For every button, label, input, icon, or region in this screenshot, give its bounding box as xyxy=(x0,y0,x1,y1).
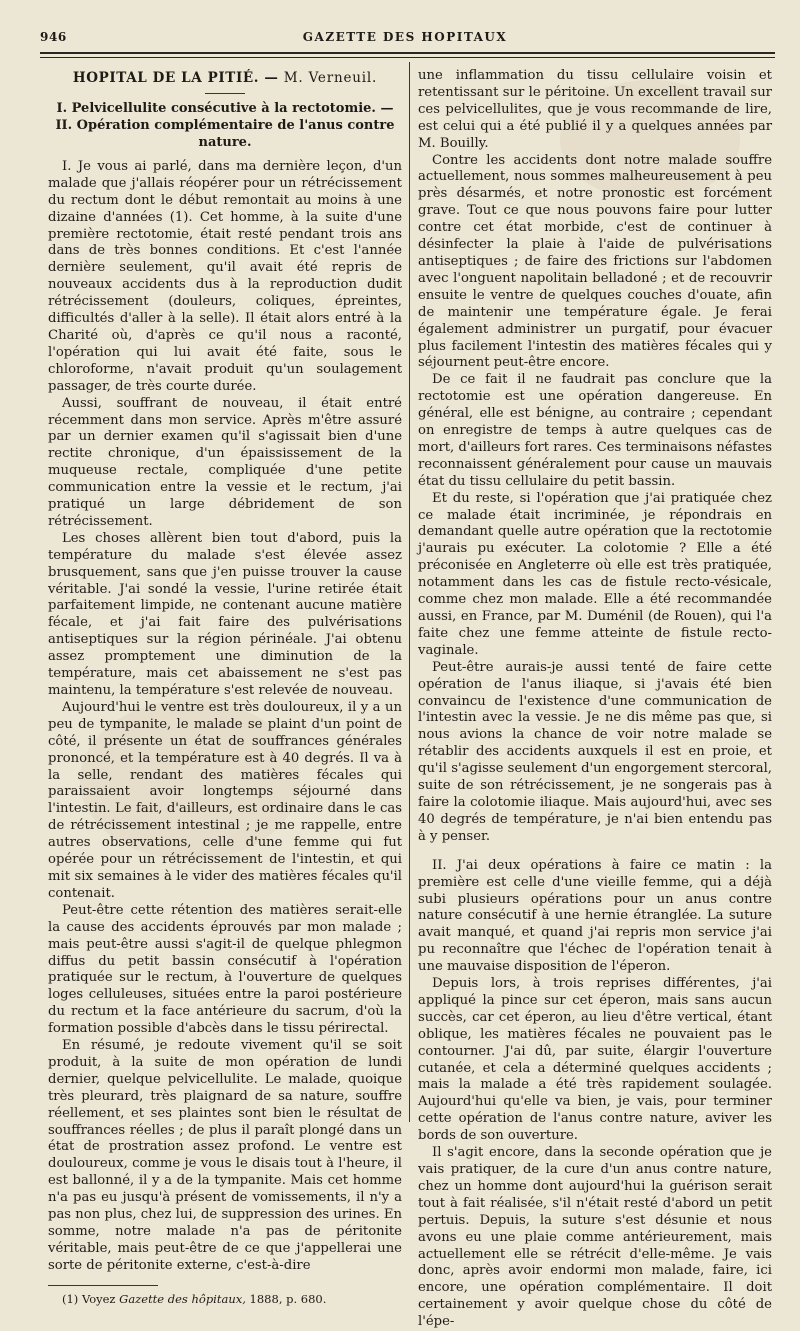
page-number: 946 xyxy=(40,30,67,44)
paragraph: Aussi, souffrant de nouveau, il était entré récemment dans mon service. Après m'être assuré par un dernier examen qu'il s'agissait bien d'une rectite chronique, d'un épaississement de la muqueuse rectale, compliquée d'une petite communication entre la vessie et le rectum, j'ai pratiqué un large débridement de son rétrécissement. xyxy=(48,395,402,529)
header-rule xyxy=(40,52,775,54)
paragraph: II. J'ai deux opérations à faire ce matin : la première est celle d'une vieille femme, qui a déjà subi plusieurs opérations pour un anus contre nature consécutif à une hernie étranglée. La suture avait manqué, et quand j'ai repris mon service j'ai pu reconnaître que l'échec de l'opération tenait à une mauvaise disposition de l'éperon. xyxy=(418,857,772,975)
running-head xyxy=(40,30,770,50)
paragraph: Depuis lors, à trois reprises différentes, j'ai appliqué la pince sur cet éperon, mais sans aucun succès, car cet éperon, au lieu d'être vertical, étant oblique, les matières fécales ne pouvaient pas le contourner. J'ai dû, par suite, élargir l'ouverture cutanée, et cela a déterminé quelques accidents ; mais la malade a été très rapidement soulagée. Aujourd'hui qu'elle va bien, je vais, pour terminer cette opération de l'anus contre nature, aviver les bords de son ouverture. xyxy=(418,976,772,1144)
footnote-source: Gazette des hôpitaux, xyxy=(119,1291,246,1306)
paragraph: De ce fait il ne faudrait pas conclure que la rectotomie est une opération dangereuse. En général, elle est bénigne, au contraire ; cependant on enregistre de temps à autre quelques cas de mort, d'ailleurs fort rares. Ces terminaisons néfastes reconnaissent généralement pour cause un mauvais état du tissu cellulaire du petit bassin. xyxy=(418,372,773,489)
paragraph: Contre les accidents dont notre malade souffre actuellement, nous sommes malheureusement à peu près désarmés, et notre pronostic est forcément grave. Tout ce que nous pouvons faire pour lutter contre cet état morbide, c'est de continuer à désinfecter la plaie à l'aide de pulvérisations antiseptiques ; de faire des frictions sur l'abdomen avec l'onguent napolitain belladoné ; et de recouvrir ensuite le ventre de quelques couches d'ouate, afin de maintenir une température égale. Je ferai également administrer un purgatif, pour évacuer plus facilement l'intestin des matières fécales qui y séjournent peut-être encore. xyxy=(418,152,772,371)
header-rule-thin xyxy=(40,57,775,58)
article-heading xyxy=(48,70,402,87)
paragraph: Peut-être aurais-je aussi tenté de faire cette opération de l'anus iliaque, si j'avais été bien convaincu de l'existence d'une communication de l'intestin avec la vessie. Je ne dis même pas que, si nous avions la chance de voir notre malade se rétablir des accidents auxquels il est en proie, et qu'il s'agisse seulement d'un engorgement stercoral, suite de son rétrécissement, je ne songerais pas à faire la colotomie iliaque. Mais aujourd'hui, avec ses 40 degrés de température, je n'ai bien entendu pas à y penser. xyxy=(418,659,772,844)
article-subtitle: I. Pelvicellulite consécutive à la rectotomie. — II. Opération complémentaire de l'anus contre nature. xyxy=(55,100,395,150)
paragraph: une inflammation du tissu cellulaire voisin et retentissant sur le péritoine. Un excellent travail sur ces pelvicellulites, que je vous recommande de lire, est celui qui a été publié il y a quelques années par M. Bouilly. xyxy=(418,68,772,151)
section-gap xyxy=(418,846,772,858)
paragraph: Et du reste, si l'opération que j'ai pratiquée chez ce malade était incriminée, je répondrais en demandant quelle autre opération que la rectotomie j'aurais pu exécuter. La colotomie ? Elle a été préconisée en Angleterre où elle est très pratiquée, notamment dans les cas de fistule recto-vésicale, comme chez mon malade. Elle a été recommandée aussi, en France, par M. Duménil (de Rouen), qui l'a faite chez une femme atteinte de fistule recto-vaginale. xyxy=(418,490,772,658)
heading-dash: — xyxy=(264,70,279,86)
paragraph: En résumé, je redoute vivement qu'il se soit produit, à la suite de mon opération de lundi dernier, quelque pelvicellulite. Le malade, quoique très pleurard, très plaignard de sa nature, souffre réellement, et ses plaintes sont bien le résultat de souffrances réelles ; de plus il paraît plongé dans un état de prostration assez profond. Le ventre est douloureux, comme je vous le disais tout à l'heure, il est ballonné, il y a de la tympanite. Mais cet homme n'a pas eu jusqu'à présent de vomissements, il n'y a pas non plus, chez lui, de suppression des urines. En somme, notre malade n'a pas de péritonite véritable, mais peut-être de ce que j'appellerai une sorte de péritonite externe, c'est-à-dire xyxy=(48,1038,402,1273)
hospital-name: HOPITAL DE LA PITIÉ. xyxy=(72,70,260,86)
left-column xyxy=(48,68,402,1306)
footnote-prefix: Voyez xyxy=(81,1291,116,1306)
footnote-rule xyxy=(48,1285,158,1286)
paragraph: Il s'agit encore, dans la seconde opération que je vais pratiquer, de la cure d'un anus contre nature, chez un homme dont aujourd'hui la guérison serait tout à fait réalisée, s'il n'était resté d'abord un petit pertuis. Depuis, la suture s'est désunie et nous avons eu une plaie comme antérieurement, mais actuellement elle se rétrécit d'elle-même. Je vais donc, après avoir endormi mon malade, faire, ici encore, une opération complémentaire. Il doit certainement y avoir quelque chose du côté de l'épe- xyxy=(418,1145,772,1330)
column-separator xyxy=(409,62,410,1122)
footnote-number: (1) xyxy=(62,1291,79,1306)
paragraph: I. Je vous ai parlé, dans ma dernière leçon, d'un malade que j'allais réopérer pour un rétrécissement du rectum dont le début remontait au moins à une dizaine d'années (1). Cet homme, à la suite d'une première rectotomie, était resté pendant trois ans dans de très bonnes conditions. Et c'est l'année dernière seulement, qu'il avait été repris de nouveaux accidents dus à la reproduction dudit rétrécissement (douleurs, coliques, épreintes, difficultés d'aller à la selle). Il était alors entré à la Charité où, d'après ce qu'il nous a raconté, l'opération qui lui avait été faite, sous le chloroforme, n'avait produit qu'un soulagement passager, de très courte durée. xyxy=(48,158,402,394)
right-column xyxy=(418,68,772,1331)
paragraph: Aujourd'hui le ventre est très douloureux, il y a un peu de tympanite, le malade se plaint d'un point de côté, il présente un état de souffrances générales prononcé, et la température est à 40 degrés. Il va à la selle, rendant des matières fécales qui paraissaient avoir longtemps séjourné dans l'intestin. Le fait, d'ailleurs, est ordinaire dans le cas de rétrécissement intestinal ; je me rappelle, entre autres observations, celle d'une femme qui fut opérée pour un rétrécissement de l'intestin, et qui mit six semaines à le vider des matières fécales qu'il contenait. xyxy=(48,699,402,901)
paragraph: Peut-être cette rétention des matières serait-elle la cause des accidents éprouvés par mon malade ; mais peut-être aussi s'agit-il de quelque phlegmon diffus du petit bassin consécutif à l'opération pratiquée sur le rectum, à l'ouverture de quelques loges celluleuses, situées entre la paroi postérieure du rectum et la face antérieure du sacrum, d'où la formation possible d'abcès dans le tissu périrectal. xyxy=(48,902,402,1037)
heading-rule xyxy=(205,93,245,94)
paragraph: Les choses allèrent bien tout d'abord, puis la température du malade s'est élevée assez brusquement, sans que j'en puisse trouver la cause véritable. J'ai sondé la vessie, l'urine retirée était parfaitement limpide, ne contenant aucune matière fécale, et j'ai fait faire des pulvérisations antiseptiques sur la région périnéale. J'ai obtenu assez promptement une diminution de la température, mais cet abaissement ne s'est pas maintenu, la température s'est relevée de nouveau. xyxy=(48,530,402,698)
journal-title: GAZETTE DES HOPITAUX xyxy=(302,30,508,44)
author-name: M. Verneuil. xyxy=(283,70,378,86)
footnote xyxy=(48,1292,402,1306)
footnote-reference: 1888, p. 680. xyxy=(249,1291,327,1306)
